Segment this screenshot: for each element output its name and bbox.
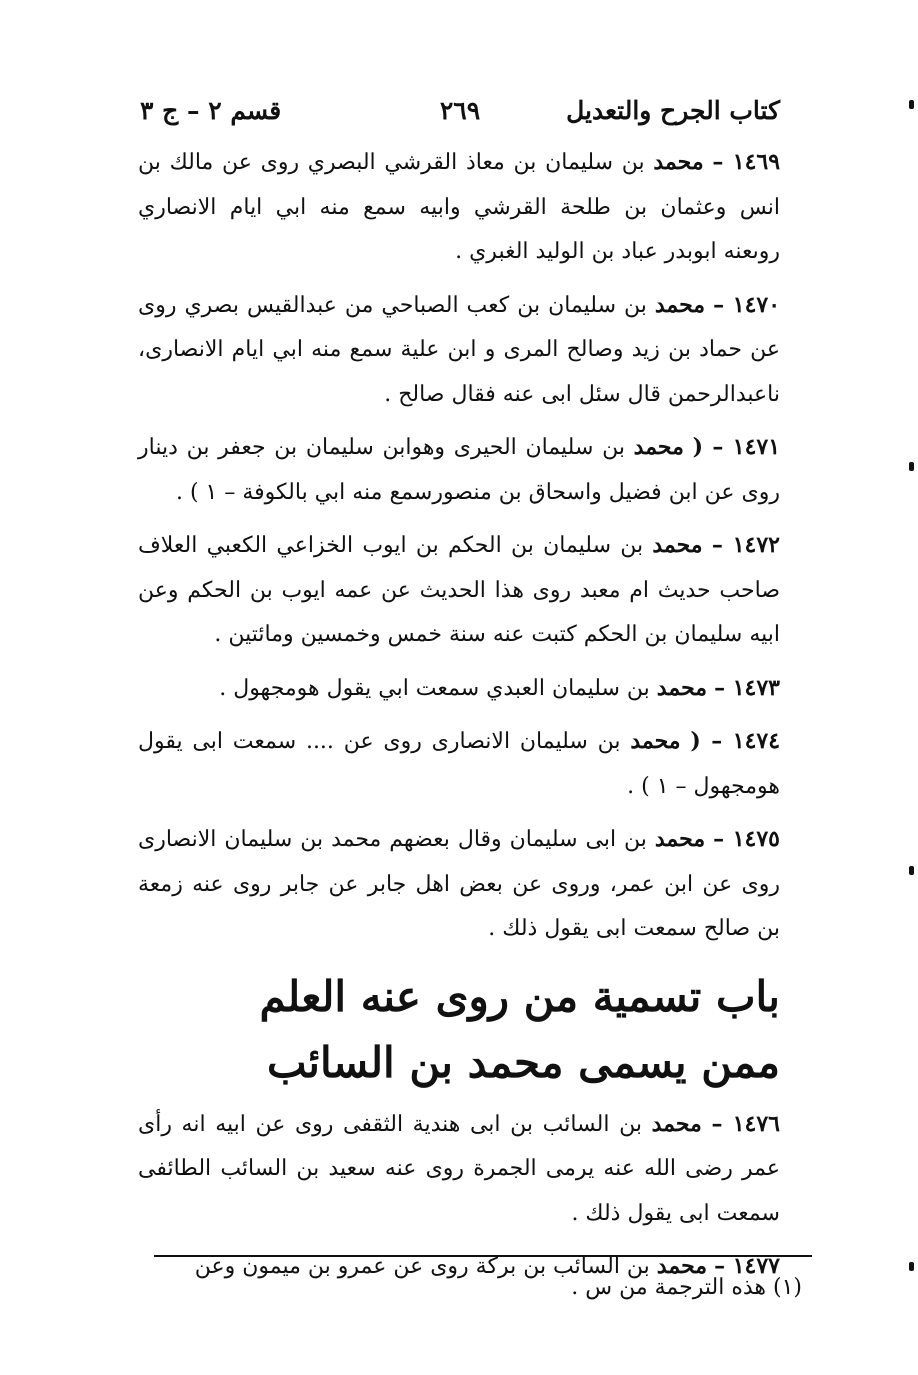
entry-text: بن سليمان العبدي سمعت ابي يقول هومجهول . <box>219 675 650 701</box>
entry-name: محمد <box>652 532 703 558</box>
scan-speck <box>909 462 914 471</box>
entry <box>138 283 780 418</box>
page-body <box>138 140 780 1298</box>
entry-text: بن ابى سليمان وقال بعضهم محمد بن سليمان الانصارى روى عن ابن عمر، وروى عن بعض اهل جابر عن جابر روى عنه زمعة بن صالح سمعت ابى يقول ذلك . <box>138 827 780 941</box>
entry <box>138 719 780 809</box>
entry-name: محمد <box>656 674 708 701</box>
page-header <box>140 96 780 136</box>
entry-number: ١٤٧٧ – <box>714 1253 780 1279</box>
entry-text: بن السائب بن ابى هندية الثقفى روى عن ابيه انه رأى عمر رضى الله عنه يرمى الجمرة روى عنه سعيد بن السائب الطائفى سمعت ابى يقول ذلك . <box>138 1111 780 1226</box>
entry-text: بن سليمان الحيرى وهوابن سليمان بن جعفر بن دينار روى عن ابن فضيل واسحاق بن منصورسمع منه ابي بالكوفة – ١ ) . <box>138 435 780 505</box>
footnote: (١) هذه الترجمة من س . <box>571 1275 802 1300</box>
entry-name: محمد <box>654 826 706 852</box>
entry-text: بن سليمان بن الحكم بن ايوب الخزاعي الكعبي العلاف صاحب حديث ام معبد روى هذا الحديث عن عمه ايوب بن الحكم وعن ابيه سليمان بن الحكم كتبت عنه سنة خمس وخمسين ومائتين . <box>138 533 780 647</box>
entry-name: محمد <box>654 291 706 318</box>
entry-name: محمد <box>653 149 704 175</box>
entry-name: محمد <box>633 434 684 460</box>
entry-number: ١٤٧٦ – <box>711 1110 780 1137</box>
footnote-divider <box>154 1255 812 1257</box>
entry-text: بن سليمان الانصارى روى عن .... سمعت ابى يقول هومجهول – ١ ) . <box>138 729 780 799</box>
scan-speck <box>909 100 914 109</box>
entry-number: ١٤٧٥ – <box>713 826 780 852</box>
book-title: كتاب الجرح والتعديل <box>566 96 780 125</box>
entry-number: ١٤٧٤ – ( <box>690 728 781 754</box>
entry-name: محمد <box>651 1110 702 1137</box>
scan-speck <box>909 1262 914 1271</box>
entry <box>138 817 780 952</box>
entry-number: ١٤٧٢ – <box>711 532 780 558</box>
chapter-heading <box>138 964 780 1096</box>
entry-text: بن سليمان بن معاذ القرشي البصري روى عن مالك بن انس وعثمان بن طلحة القرشي وابيه سمع منه ابي ايام الانصاري روىعنه ابوبدر عباد بن الوليد الغبري . <box>138 150 780 264</box>
entry <box>138 523 780 658</box>
entry-number: ١٤٧٠ – <box>713 291 781 318</box>
entry <box>138 425 780 515</box>
entry-text: بن سليمان بن كعب الصباحي من عبدالقيس بصري روى عن حماد بن زيد وصالح المرى و ابن علية سمع منه ابي ايام الانصارى، ناعبدالرحمن قال سئل ابى عنه فقال صالح . <box>138 292 780 407</box>
entry-name: محمد <box>656 1253 708 1279</box>
entry-number: ١٤٦٩ – <box>712 149 781 175</box>
page-number: ٢٦٩ <box>439 96 481 125</box>
chapter-heading-line-2: ممن يسمى محمد بن السائب <box>267 1037 780 1087</box>
volume-part: قسم ٢ – ج ٣ <box>140 96 282 125</box>
entry-number: ١٤٧١ – ( <box>692 434 781 460</box>
chapter-heading-line-1: باب تسمية من روى عنه العلم <box>259 971 780 1021</box>
entry <box>138 140 780 275</box>
entry-name: محمد <box>630 728 681 754</box>
entry <box>138 1102 780 1237</box>
entry-number: ١٤٧٣ – <box>714 674 780 701</box>
entry <box>138 666 780 712</box>
scan-speck <box>909 866 914 875</box>
entry-text: بن السائب بن بركة روى عن عمرو بن ميمون وعن <box>194 1254 650 1279</box>
